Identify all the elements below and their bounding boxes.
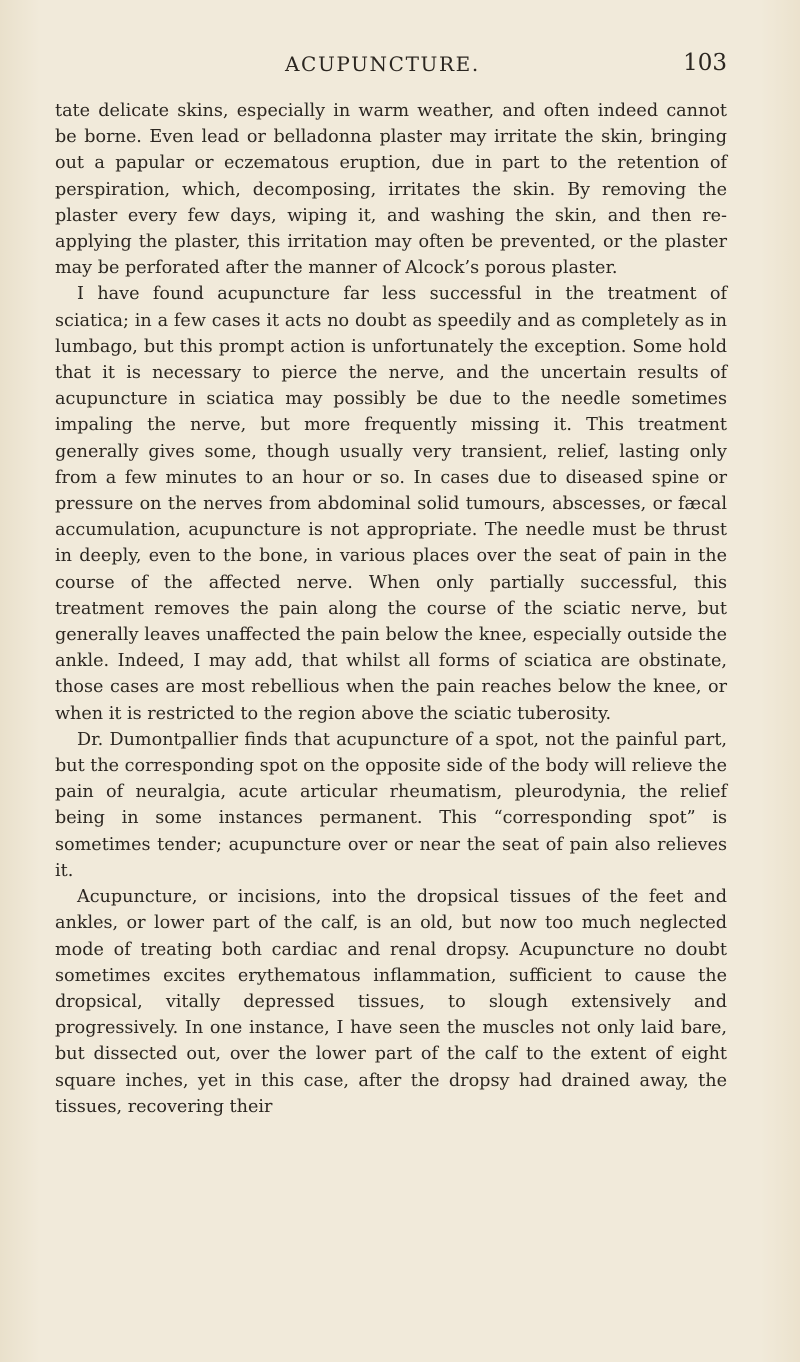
body-text	[55, 98, 727, 1120]
paragraph-dropsy: Acupuncture, or incisions, into the dropsical tissues of the feet and ankles, or lower part of the calf, is an old, but now too much neglected mode of treating both cardiac and renal dropsy. Acupuncture no doubt sometimes excites erythematous inflammation, sufficient to cause the dropsical, vitally depressed tissues, to slough extensively and progressively. In one instance, I have seen the muscles not only laid bare, but dissected out, over the lower part of the calf to the extent of eight square inches, yet in this case, after the dropsy had drained away, the tissues, recovering their	[55, 887, 727, 1117]
running-title: ACUPUNCTURE.	[285, 52, 480, 76]
page-number: 103	[683, 50, 727, 76]
paragraph-sciatica: I have found acupuncture far less successful in the treatment of sciatica; in a few cases it acts no doubt as speedily and as completely as in lumbago, but this prompt action is unfortunately the exception. Some hold that it is necessary to pierce the nerve, and the uncertain results of acupuncture in sciatica may possibly be due to the needle sometimes impaling the nerve, but more frequently missing it. This treatment generally gives some, though usually very transient, relief, lasting only from a few minutes to an hour or so. In cases due to diseased spine or pressure on the nerves from abdominal solid tumours, abscesses, or fæcal accumulation, acupuncture is not appropriate. The needle must be thrust in deeply, even to the bone, in various places over the seat of pain in the course of the affected nerve. When only partially successful, this treatment removes the pain along the course of the sciatic nerve, but generally leaves unaffected the pain below the knee, especially outside the ankle. Indeed, I may add, that whilst all forms of sciatica are obstinate, those cases are most rebellious when the pain reaches below the knee, or when it is restricted to the region above the sciatic tuberosity.	[55, 284, 727, 724]
paragraph-continuation: tate delicate skins, especially in warm weather, and often indeed cannot be borne. Even lead or belladonna plaster may irritate the skin, bringing out a papular or eczematous eruption, due in part to the retention of perspiration, which, decomposing, irritates the skin. By removing the plaster every few days, wiping it, and washing the skin, and then re-applying the plaster, this irritation may often be prevented, or the plaster may be perforated after the manner of Alcock’s porous plaster.	[55, 101, 727, 279]
page-header	[55, 52, 727, 86]
paragraph-dumontpallier: Dr. Dumontpallier finds that acupuncture of a spot, not the painful part, but the corresponding spot on the opposite side of the body will relieve the pain of neuralgia, acute articular rheumatism, pleurodynia, the relief being in some instances permanent. This “corresponding spot” is sometimes tender; acupuncture over or near the seat of pain also relieves it.	[55, 729, 727, 881]
